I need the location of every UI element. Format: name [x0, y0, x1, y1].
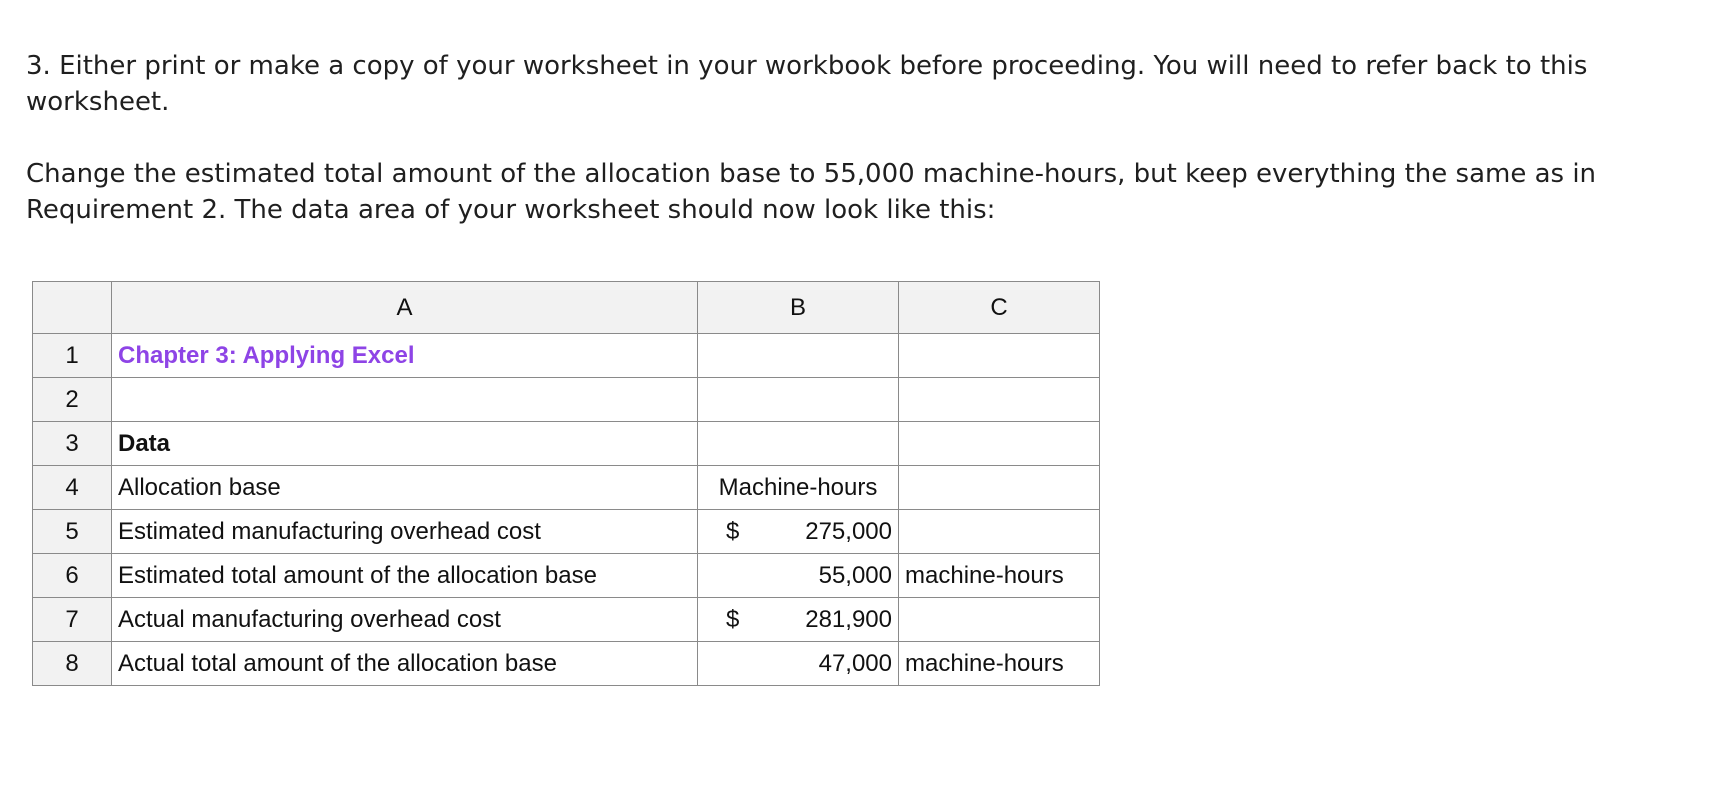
- worksheet-table: [32, 281, 1100, 686]
- table-row: [33, 510, 1100, 554]
- cell-c5[interactable]: [899, 510, 1100, 554]
- cell-c4[interactable]: [899, 466, 1100, 510]
- cell-a2[interactable]: [112, 378, 698, 422]
- column-header-a[interactable]: A: [112, 282, 698, 334]
- cell-c6[interactable]: machine-hours: [899, 554, 1100, 598]
- cell-b7[interactable]: [698, 598, 899, 642]
- cell-a1[interactable]: Chapter 3: Applying Excel: [112, 334, 698, 378]
- table-row: [33, 642, 1100, 686]
- row-number[interactable]: 7: [33, 598, 112, 642]
- cell-a7[interactable]: Actual manufacturing overhead cost: [112, 598, 698, 642]
- cell-value: 281,900: [805, 605, 892, 633]
- table-row: [33, 554, 1100, 598]
- column-header-c[interactable]: C: [899, 282, 1100, 334]
- table-row: [33, 466, 1100, 510]
- row-number[interactable]: 4: [33, 466, 112, 510]
- table-row: [33, 598, 1100, 642]
- row-number[interactable]: 5: [33, 510, 112, 554]
- row-number[interactable]: 6: [33, 554, 112, 598]
- instruction-paragraph-2: Change the estimated total amount of the allocation base to 55,000 machine-hours, but keep everything the same as in Requirement 2. The data area of your worksheet should now look like this:: [26, 159, 1597, 225]
- cell-value: 275,000: [805, 517, 892, 545]
- cell-a8[interactable]: Actual total amount of the allocation base: [112, 642, 698, 686]
- cell-c3[interactable]: [899, 422, 1100, 466]
- cell-b2[interactable]: [698, 378, 899, 422]
- corner-cell: [33, 282, 112, 334]
- cell-b1[interactable]: [698, 334, 899, 378]
- cell-b3[interactable]: [698, 422, 899, 466]
- cell-b4[interactable]: Machine-hours: [698, 466, 899, 510]
- instructions: [26, 48, 1716, 228]
- row-number[interactable]: 2: [33, 378, 112, 422]
- table-row: [33, 422, 1100, 466]
- instruction-paragraph-1: 3. Either print or make a copy of your worksheet in your workbook before proceeding. You will need to refer back to this worksheet.: [26, 51, 1588, 117]
- currency-symbol: $: [726, 605, 740, 633]
- cell-c2[interactable]: [899, 378, 1100, 422]
- table-row: [33, 378, 1100, 422]
- row-number[interactable]: 8: [33, 642, 112, 686]
- table-row: [33, 334, 1100, 378]
- row-number[interactable]: 1: [33, 334, 112, 378]
- cell-c7[interactable]: [899, 598, 1100, 642]
- cell-a3[interactable]: Data: [112, 422, 698, 466]
- cell-a6[interactable]: Estimated total amount of the allocation base: [112, 554, 698, 598]
- cell-a4[interactable]: Allocation base: [112, 466, 698, 510]
- cell-c8[interactable]: machine-hours: [899, 642, 1100, 686]
- cell-b8[interactable]: 47,000: [698, 642, 899, 686]
- column-header-b[interactable]: B: [698, 282, 899, 334]
- row-number[interactable]: 3: [33, 422, 112, 466]
- currency-symbol: $: [726, 517, 740, 545]
- cell-c1[interactable]: [899, 334, 1100, 378]
- cell-b6[interactable]: 55,000: [698, 554, 899, 598]
- cell-b5[interactable]: [698, 510, 899, 554]
- column-header-row: [33, 282, 1100, 334]
- cell-a5[interactable]: Estimated manufacturing overhead cost: [112, 510, 698, 554]
